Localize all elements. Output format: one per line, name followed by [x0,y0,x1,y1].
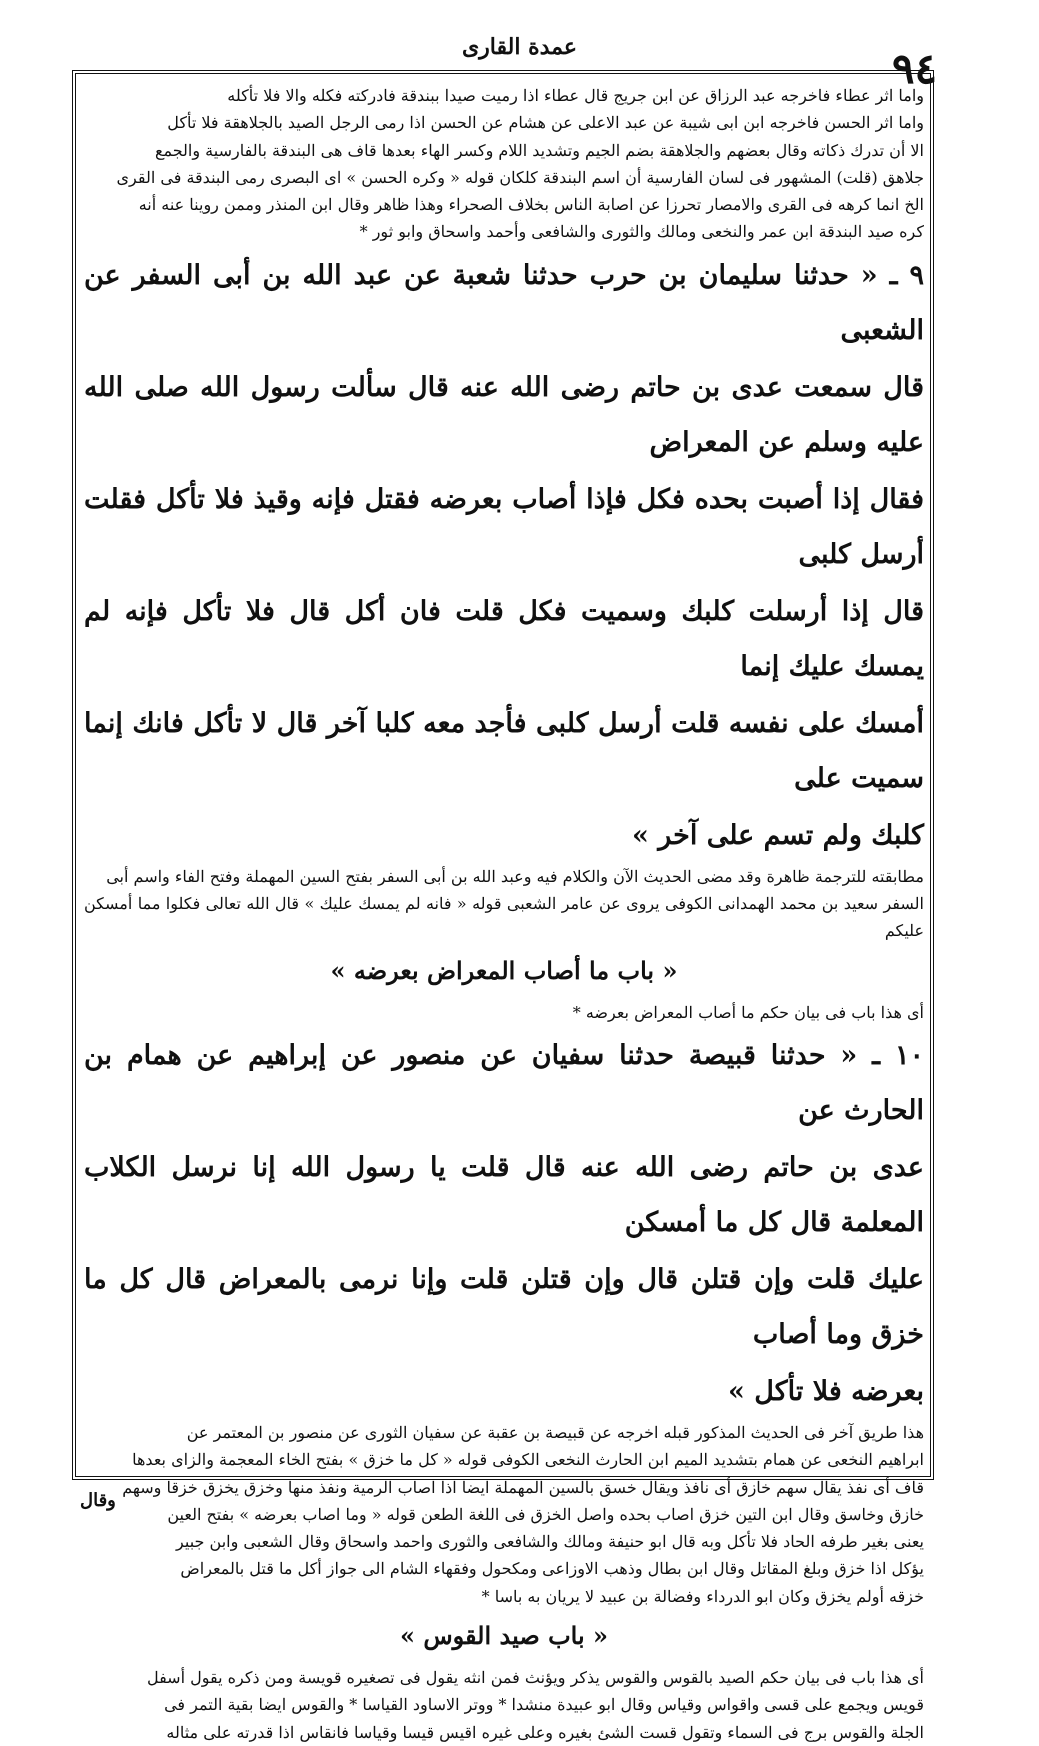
commentary-line: واما اثر الحسن فاخرجه ابن ابى شيبة عن عبد الاعلى عن هشام عن الحسن اذا رمى الرجل الصيد بالجلاهقة فلا تأكل [167,113,924,133]
page-number: ٩٤ [892,44,938,93]
commentary-line: خازق وخاسق وقال ابن التين خزق اصاب بحده واصل الخزق فى اللغة الطعن قوله « وما اصاب بعرضه » بفتح العين [167,1504,924,1524]
hadith-line: ١٠ ـ « حدثنا قبيصة حدثنا سفيان عن منصور عن إبراهيم عن همام بن الحارث عن [84,1039,924,1126]
hadith-9 [84,248,924,863]
hadith-line: قال إذا أرسلت كلبك وسميت فكل قلت فان أكل قال فلا تأكل فإنه لم يمسك عليك إنما [84,595,924,682]
commentary-line: مطابقته للترجمة ظاهرة وقد مضى الحديث الآن والكلام فيه وعبد الله بن أبى السفر بفتح السين المهملة وفتح الفاء واسم أبى [106,866,924,886]
chapter-heading: « باب صيد القوس » [399,1621,609,1651]
commentary-line: قاف أى نفذ يقال سهم خازق أى نافذ ويقال خسق بالسين المهملة ايضا اذا اصاب الرمية ونفذ منها وخزق يخزق خزقا وسهم [122,1477,924,1497]
commentary-line: يعنى بغير طرفه الحاد فلا تأكل وبه قال ابو حنيفة ومالك والشافعى والثورى واحمد واسحاق وقال الشعبى وابن جبير [176,1532,924,1552]
commentary-line: يؤكل اذا خزق وبلغ المقاتل وقال ابن بطال وذهب الاوزاعى ومكحول وفقهاء الشام الى جواز أكل ما قتل بالمعراض [180,1559,924,1579]
commentary-top [84,82,924,246]
catchword: وقال [80,1490,116,1511]
commentary-line: واما اثر عطاء فاخرجه عبد الرزاق عن ابن جريج قال عطاء اذا رميت صيدا ببندقة فادركته فكله والا فلا تأكله [227,86,924,105]
hadith-line: قال سمعت عدى بن حاتم رضى الله عنه قال سألت رسول الله صلى الله عليه وسلم عن المعراض [84,371,924,458]
commentary-hadith-10 [84,1419,924,1610]
chapter-note: أى هذا باب فى بيان حكم ما أصاب المعراض بعرضه * [572,1002,924,1022]
commentary-line: الخ انما كرهه فى القرى والامصار تحرزا عن اصابة الناس بخلاف الصحراء وهذا ظاهر وقال ابن المنذر وممن روينا عنه أنه [138,195,924,215]
commentary-line: ابراهيم النخعى عن همام بتشديد الميم ابن الحارث النخعى الكوفى قوله « كل ما خزق » بفتح الخاء المعجمة والزاى بعدها [132,1450,924,1470]
hadith-line: عدى بن حاتم رضى الله عنه قال قلت يا رسول الله إنا نرسل الكلاب المعلمة قال كل ما أمسكن [84,1151,924,1238]
running-header-title: عمدة القارى [461,34,578,60]
hadith-line: عليك قلت وإن قتلن قال وإن قتلن قلت وإنا نرمى بالمعراض قال كل ما خزق وما أصاب [84,1263,924,1350]
chapter-heading: « باب ما أصاب المعراض بعرضه » [330,955,678,985]
commentary-line: كره صيد البندقة ابن عمر والنخعى ومالك والثورى والشافعى وأحمد واسحاق وابو ثور * [359,222,924,242]
commentary-line: أى هذا باب فى بيان حكم الصيد بالقوس والقوس يذكر ويؤنث فمن انثه يقول فى تصغيره قويسة ومن ذكره يقول أسفل [146,1668,924,1688]
hadith-line: بعرضه فلا تأكل » [728,1375,924,1407]
commentary-line: الا أن تدرك ذكاته وقال بعضهم والجلاهقة بضم الجيم وتشديد اللام وكسر الهاء بعدها قاف هى البندقة بالفارسية والجمع [154,140,924,160]
hadith-line: أمسك على نفسه قلت أرسل كلبى فأجد معه كلبا آخر قال لا تأكل فانك إنما سميت على [84,707,924,794]
hadith-line: فقال إذا أصبت بحده فكل فإذا أصاب بعرضه فقتل فإنه وقيذ فلا تأكل فقلت أرسل كلبى [84,483,924,570]
commentary-line: قويس ويجمع على قسى واقواس وقياس وقال ابو عبيدة منشدا * ووتر الاساود القياسا * والقوس ايضا بقية التمر فى [164,1695,924,1715]
commentary-hadith-9 [84,863,924,945]
hadith-line: ٩ ـ « حدثنا سليمان بن حرب حدثنا شعبة عن عبد الله بن أبى السفر عن الشعبى [84,259,924,346]
commentary-line: خزقه أولم يخزق وكان ابو الدرداء وفضالة بن عبيد لا يريان به باسا * [481,1586,924,1606]
commentary-line: السفر سعيد بن محمد الهمدانى الكوفى يروى عن عامر الشعبى قوله « فانه لم يمسك عليك » قال الله تعالى فكلوا مما أمسكن عليكم [84,894,924,941]
commentary-line: هذا طريق آخر فى الحديث المذكور قبله اخرجه عن قبيصة بن عقبة عن سفيان الثورى عن منصور بن المعتمر عن [186,1422,924,1442]
commentary-line: الجلة والقوس برج فى السماء وتقول قست الشئ بغيره وعلى غيره اقيس قيسا وقياسا فانقاس اذا قدرته على مثاله [166,1722,924,1742]
page-body [84,82,924,1746]
commentary-line: جلاهق (قلت) المشهور فى لسان الفارسية أن اسم البندقة كلكان قوله « وكره الحسن » اى البصرى رمى البندقة فى القرى [116,167,924,187]
hadith-10 [84,1028,924,1419]
commentary-bottom [84,1664,924,1746]
hadith-line: كلبك ولم تسم على آخر » [631,819,924,851]
